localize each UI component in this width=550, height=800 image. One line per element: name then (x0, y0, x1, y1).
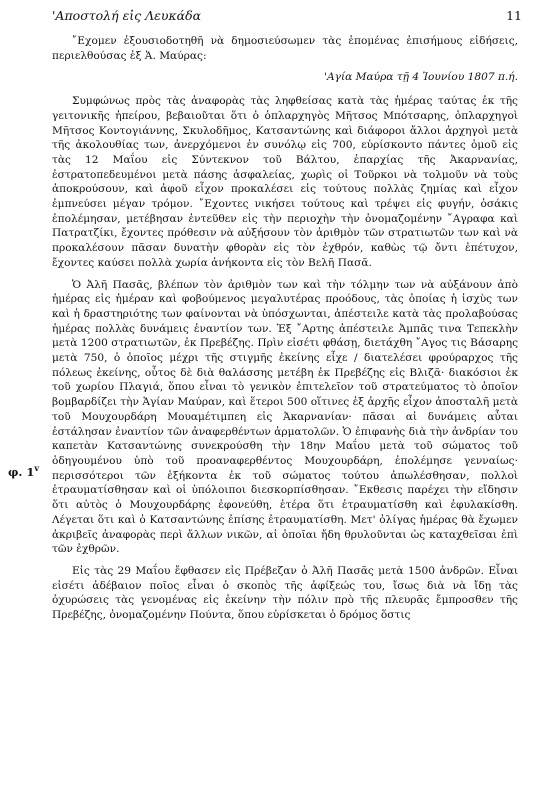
page-number: 11 (506, 8, 522, 23)
dateline: 'Αγία Μαύρα τῇ 4 Ἰουνίου 1807 π.ή. (324, 71, 518, 84)
page-body (52, 34, 518, 630)
running-header (52, 8, 522, 24)
folio-side: v (34, 463, 40, 473)
intro-paragraph: ῎Εχομεν ἐξουσιοδοτηθῆ νὰ δημοσιεύσωμεν τὰς ἑπομένας ἐπισήμους εἰδήσεις, περιελθούσας ἐξ Ἁ. Μαύρας: (52, 35, 518, 62)
running-title: 'Αποστολή εἰς Λευκάδα (52, 8, 202, 23)
folio-label: φ. 1 (8, 464, 35, 479)
folio-margin-note (8, 463, 39, 479)
body-paragraph: Εἰς τὰς 29 Μαΐου ἔφθασεν εἰς Πρέβεζαν ὁ Ἀλῆ Πασᾶς μετὰ 1500 ἀνδρῶν. Εἶναι εἰσέτι ἀδέβαιον ποῖος εἶναι ὁ σκοπὸς τῆς ἀφίξεώς του, ἴσως διὰ νὰ ἴδῃ τὰς ὀχυρώσεις τὰς γενομένας εἰς ἐκείνην τὴν πόλιν πρὸ τῆς πλευρᾶς ἔμπροσθεν τῆς Πρεβέζης, ὀνομαζομένην Πούντα, ὅπου εὑρίσκεται ὁ δρόμος ὅστις (52, 564, 518, 622)
body-paragraph: Συμφώνως πρὸς τὰς ἀναφορὰς τὰς ληφθείσας κατὰ τὰς ἡμέρας ταύτας ἐκ τῆς γειτονικῆς ἠπείρου, βεβαιοῦται ὅτι ὁ ὁπλαρχηγὸς Μῆτσος Μπότσαρης, ὁπλαρχηγοὶ Μῆτσος Κοντογιάννης, Σκυλοδῆμος, Κατσαντώνης καὶ διάφοροι ἄλλοι ἀρχηγοὶ μετὰ τῆς ἀκολουθίας των, ἀνερχόμενοι ἐν συνόλῳ εἰς 700, εὑρίσκοντο πάντες ὁμοῦ εἰς τὰς 12 Μαΐου εἰς Σύντεκνον τοῦ Βάλτου, ἐπαρχίας τῆς Ἀκαρνανίας, ἐστρατοπεδευμένοι μετὰ πάσης ἀσφαλείας, χωρὶς οἱ Τοῦρκοι νὰ τολμοῦν νὰ τοὺς ἀποκρούσουν, καὶ ἀφοῦ εἶχον προκαλέσει εἰς τούτους πολλὰς ζημίας καὶ εἶχον ἐμπνεύσει μέγαν τρόμον. ῎Εχοντες νικήσει τούτους καὶ τρέψει εἰς φυγήν, ὁσάκις ἐπολέμησαν, μετέβησαν ἐντεῦθεν εἰς τὴν περιοχὴν τὴν ὀνομαζομένην ῎Αγραφα καὶ Πατρατζίκι, ἔχοντες πρόθεσιν νὰ αὐξήσουν τὸν ἀριθμὸν τῶν στρατιωτῶν των καὶ νὰ προκαλέσουν πᾶσαν δυνατὴν φθορὰν εἰς τὸν ἐχθρόν, καθὼς τῷ ὄντι ἐπέτυχον, ἔχοντες καύσει πολλὰ χωρία ἀνήκοντα εἰς τὸν Βελῆ Πασᾶ. (52, 95, 518, 269)
body-paragraph: Ὁ Ἀλῆ Πασᾶς, βλέπων τὸν ἀριθμὸν των καὶ τὴν τόλμην των νὰ αὐξάνουν ἀπὸ ἡμέρας εἰς ἡμέραν καὶ φοβούμενος μεγαλυτέρας προόδους, τὰς ὁποίας ἡ ἰσχὺς των καὶ ἡ δραστηριότης των φαίνονται νὰ ὑπόσχωνται, ἀπέστειλε κατὰ τὰς προλαβούσας ἡμέρας πολλὰς δυνάμεις ἐναντίον των. Ἐξ ῎Αρτης ἀπέστειλε Ἀμπᾶς τινα Τεπεκλὴν μετὰ 1200 στρατιωτῶν, ἐκ Πρεβέζης. Πρὶν εἰσέτι φθάσῃ, διετάχθη ῎Αγος τις Βάσαρης μετὰ 750, ὁ ὁποῖος μέχρι τῆς στιγμῆς ἐκείνης εἶχε / διατελέσει φρούραρχος τῆς πόλεως ἐκείνης, οὗτος δὲ διὰ θαλάσσης μετέβη ἐκ Πρεβέζης εἰς Βλιζᾶ· διακόσιοι ἐκ τοῦ χωρίου Πλαγιά, ὅπου εἶναι τὸ γενικὸν ἐπιτελεῖον τοῦ στρατεύματος τὸ ὁποῖον βομβαρδίζει τὴν Ἁγίαν Μαύραν, καὶ ἕτεροι 500 οἵτινες ἐξ ἀρχῆς εἶχον ἀποσταλῆ μετὰ τοῦ Μουχουρδάρη Μουαμέτιμπεη εἰς Ἀκαρνανίαν· πᾶσαι αἱ δυνάμεις αὗται ἐστάλησαν ἐναντίον τῶν ἀναφερθέντων ἁρματολῶν. Ὁ ἐπιφανὴς διὰ τὴν ἀνδρίαν του καπετὰν Κατσαντώνης συνεκρούσθη τὴν 18ην Μαΐου μετὰ τοῦ σώματος τοῦ ὁδηγουμένου ὑπὸ τοῦ προαναφερθέντος Μουχουρδάρη, ἐπολέμησε γενναίως· περισσότεροι τῶν ἑξήκοντα ἐκ τοῦ σώματος τούτου ἀπωλέσθησαν, πολλοὶ ἐτραυματίσθησαν καὶ οἱ ὑπόλοιποι διεσκορπίσθησαν. ῎Εκθεσις παρέχει τὴν εἴδησιν ὅτι αὐτὸς ὁ Μουχουρδάρης ἐφονεύθη, ἑτέρα ὅτι ἐτραυματίσθη καὶ ἐφυλακίσθη. Λέγεται ὅτι καὶ ὁ Κατσαντώνης ἐπίσης ἐτραυματίσθη. Μετ' ὀλίγας ἡμέρας θὰ ἔχωμεν ἀκριβεῖς ἀναφορὰς περὶ ἄλλων νικῶν, αἱ ὁποῖαι ἤδη θρυλοῦνται ὡς καταχθεῖσαι ἐπὶ τῶν ἐχθρῶν. (52, 278, 518, 556)
